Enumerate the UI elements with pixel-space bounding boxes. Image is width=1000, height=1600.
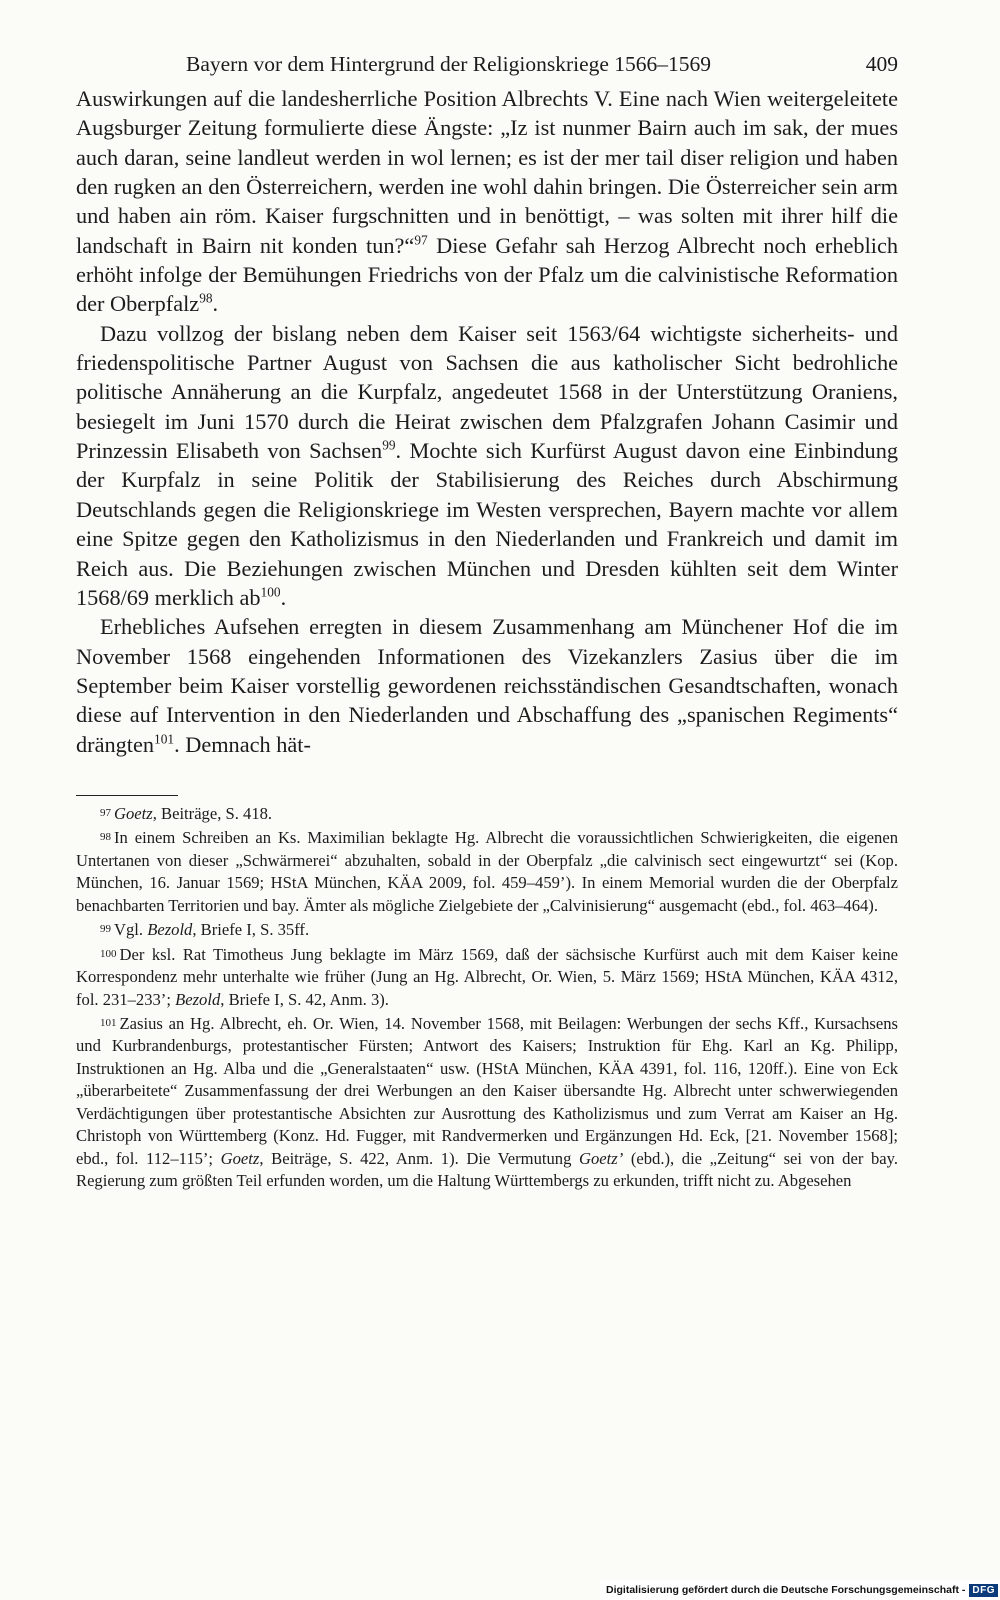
footnote-98	[76, 826, 898, 917]
footnote-ref-101[interactable]: 101	[154, 731, 175, 747]
text-run: In einem Schreiben an Ks. Maximilian beklagte Hg. Albrecht die voraussichtlichen Schwierigkeiten, die eigenen Untertanen von dieser „Schwärmerei“ abzuhalten, sobald in der Oberpfalz „die calvinisch sect eingewurtzt“ sei (Kop. München, 16. Januar 1569; HStA München, KÄA 2009, fol. 459–459’). In einem Memorial wurden die der Oberpfalz benachbarten Territorien und bay. Ämter als mögliche Zielgebiete der „Calvinisierung“ ausgemacht (ebd., fol. 463–464).	[76, 828, 898, 915]
footnote-ref-100[interactable]: 100	[260, 584, 281, 600]
paragraph-2	[76, 319, 898, 612]
book-page	[76, 52, 898, 1194]
footnote-number: 97	[100, 806, 111, 819]
text-run: Vgl.	[114, 920, 148, 940]
footnote-ref-99[interactable]: 99	[382, 437, 396, 453]
text-run: . Demnach hät-	[174, 731, 311, 757]
footnote-divider	[76, 795, 178, 796]
footnote-100	[76, 943, 898, 1011]
footnote-ref-98[interactable]: 98	[199, 290, 213, 306]
text-run: Auswirkungen auf die landesherrliche Position Albrechts V. Eine nach Wien weitergeleitete Augsburger Zeitung formulierte diese Ängste: „Iz ist nunmer Bairn auch im sak, der mues auch daran, seine landleut werden in wol lernen; es ist der mer tail diser religion und haben den rugken an den Österreichern, werden ine wohl dahin bringen. Die Österreicher sein arm und haben ain röm. Kaiser furgschnitten und in benöttigt, – was solten mit ihrer hilf die landschaft in Bairn nit konden tun?“	[76, 86, 898, 258]
text-run: .	[212, 291, 219, 317]
footnote-number: 98	[100, 831, 111, 844]
dfg-logo-icon: DFG	[969, 1584, 998, 1597]
text-run: , Briefe I, S. 35ff.	[192, 920, 310, 940]
text-run: Erhebliches Aufsehen erregten in diesem Zusammenhang am Münchener Hof die im November 1568 eingehenden Informationen des Vizekanzlers Zasius über die im September beim Kaiser vorstellig gewordenen reichsständischen Gesandtschaften, wonach diese auf Intervention in den Niederlanden und Abschaffung des „spanischen Regiments“ drängten	[76, 614, 898, 757]
text-run: (ebd.), die „Zeitung“ sei von der bay. Regierung zum größten Teil erfunden worden, um die Haltung Württembergs zu erkunden, trifft nicht zu. Abgesehen	[76, 1148, 898, 1191]
main-text	[76, 84, 898, 759]
footnote-97	[76, 802, 898, 825]
author-name: Goetz	[114, 803, 153, 823]
author-name: Goetz’	[578, 1148, 624, 1168]
text-run: . Mochte sich Kurfürst August davon eine Einbindung der Kurpfalz in seine Politik der Stabilisierung des Reiches durch Abschirmung Deutschlands gegen die Religionskriege im Westen versprechen, Bayern machte vor allem eine Spitze gegen den Katholizismus in den Niederlanden und Frankreich und damit im Reich aus. Die Beziehungen zwischen München und Dresden kühlten seit dem Winter 1568/69 merklich ab	[76, 438, 898, 610]
footnote-ref-97[interactable]: 97	[414, 232, 428, 248]
page-number: 409	[865, 52, 898, 76]
footnote-number: 101	[100, 1016, 117, 1029]
digitization-credit	[600, 1580, 1000, 1600]
text-run: Zasius an Hg. Albrecht, eh. Or. Wien, 14. November 1568, mit Beilagen: Werbungen der sechs Kff., Kursachsens und Kurbrandenburgs, protestantischer Fürsten; Antwort des Kaisers; Instruktion für Ehg. Karl an Kg. Philipp, Instruktionen an Hg. Alba und die „Generalstaaten“ usw. (HStA München, KÄA 4391, fol. 116, 120ff.). Eine von Eck „überarbeitete“ Zusammenfassung der drei Werbungen an den Kaiser übersandte Hg. Albrecht unter schwerwiegenden Verdächtigungen über protestantische Absichten zur Ausrottung des Katholizismus und zum Verrat am Kaiser an Hg. Christoph von Württemberg (Konz. Hd. Fugger, mit Randvermerken und Ergänzungen Hd. Eck, [21. November 1568]; ebd., fol. 112–115’;	[76, 1013, 898, 1168]
running-title: Bayern vor dem Hintergrund der Religionskriege 1566–1569	[186, 52, 712, 76]
author-name: Bezold	[175, 989, 221, 1009]
footnotes	[76, 802, 898, 1193]
footnote-number: 100	[100, 947, 117, 960]
running-header	[76, 52, 898, 84]
author-name: Goetz	[220, 1148, 260, 1168]
text-run: .	[280, 584, 287, 610]
author-name: Bezold	[147, 920, 193, 940]
text-run: , Beiträge, S. 422, Anm. 1). Die Vermutung	[259, 1148, 579, 1168]
text-run: , Beiträge, S. 418.	[152, 803, 273, 823]
paragraph-1	[76, 84, 898, 319]
text-run: Dazu vollzog der bislang neben dem Kaiser seit 1563/64 wichtigste sicherheits- und friedenspolitische Partner August von Sachsen die aus katholischer Sicht bedrohliche politische Annäherung an die Kurpfalz, angedeutet 1568 in der Unterstützung Oraniens, besiegelt im Juni 1570 durch die Heirat zwischen dem Pfalzgrafen Johann Casimir und Prinzessin Elisabeth von Sachsen	[76, 320, 898, 464]
footnote-number: 99	[100, 923, 111, 936]
text-run: , Briefe I, S. 42, Anm. 3).	[220, 989, 389, 1009]
footnote-101	[76, 1012, 898, 1193]
credit-text: Digitalisierung gefördert durch die Deutsche Forschungsgemeinschaft -	[606, 1584, 966, 1596]
text-run: Diese Gefahr sah Herzog Albrecht noch erheblich erhöht infolge der Bemühungen Friedrichs von der Pfalz um die calvinistische Reformation der Oberpfalz	[76, 232, 899, 317]
paragraph-3	[76, 612, 898, 759]
text-run: Der ksl. Rat Timotheus Jung beklagte im März 1569, daß der sächsische Kurfürst auch mit dem Kaiser keine Korrespondenz mehr unterhalte wie früher (Jung an Hg. Albrecht, Or. Wien, 5. März 1569; HStA München, KÄA 4312, fol. 231–233’;	[76, 944, 898, 1009]
footnote-99	[76, 918, 898, 941]
